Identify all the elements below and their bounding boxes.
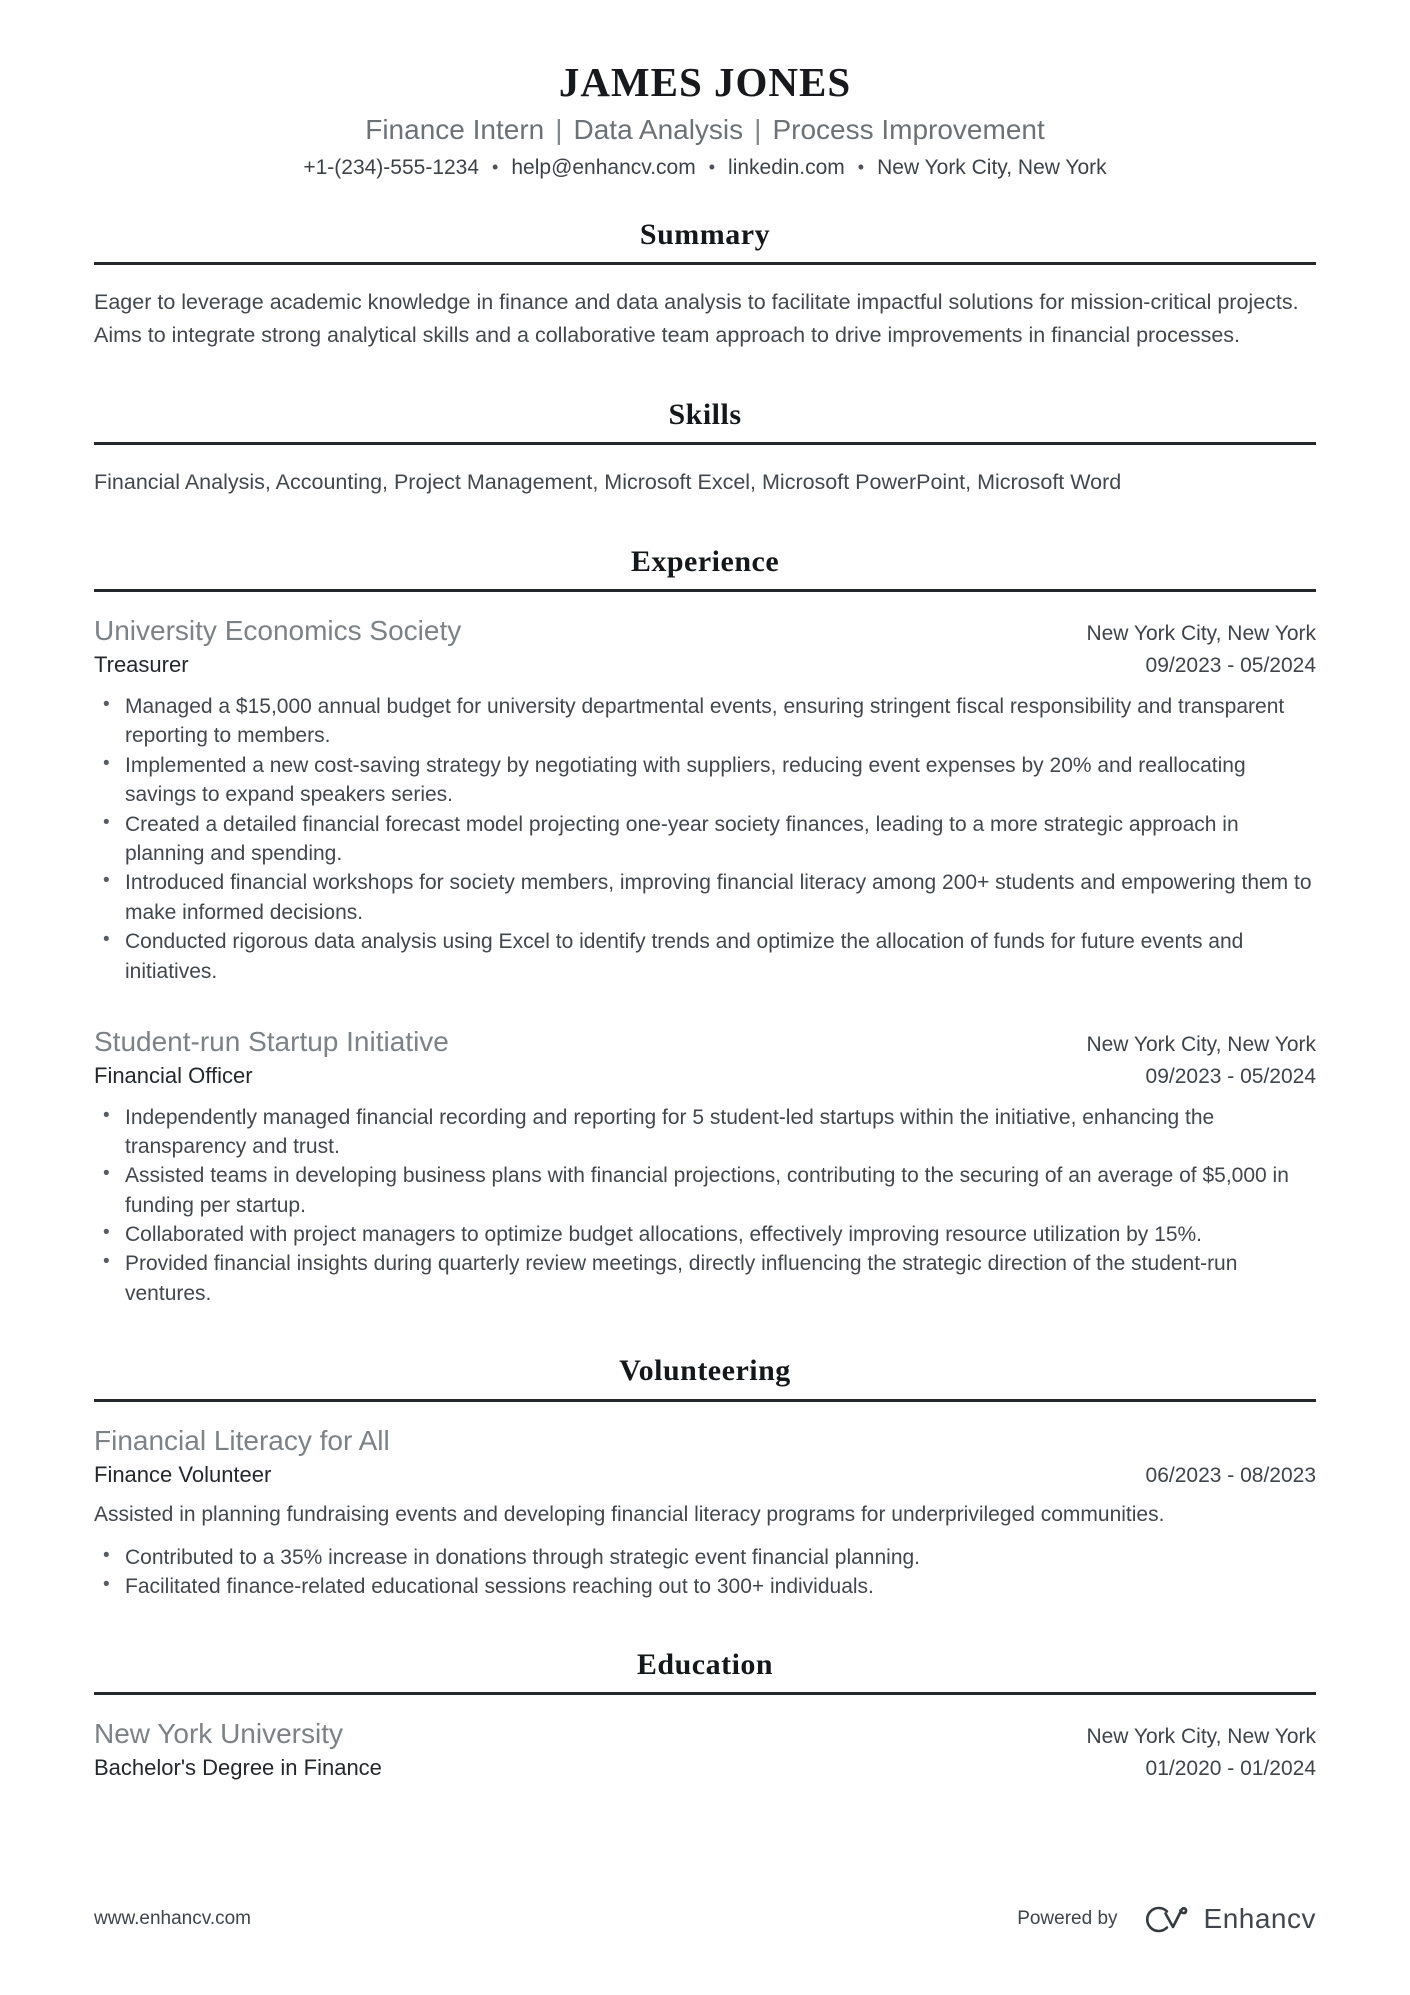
powered-by-label: Powered by	[1017, 1908, 1118, 1929]
bullet-list	[94, 1103, 1316, 1309]
contact-line	[94, 156, 1316, 180]
bullet-item: • Created a detailed financial forecast model projecting one-year society finances, leading to a more strategic approach in planning and spending.	[94, 810, 1316, 869]
headline	[94, 112, 1316, 147]
experience-section-title: Experience	[630, 544, 780, 578]
entry-dates: 06/2023 - 08/2023	[1145, 1463, 1316, 1487]
skills-section-title: Skills	[668, 397, 742, 431]
organization-name: Financial Literacy for All	[94, 1424, 390, 1456]
section-education	[94, 1648, 1316, 1783]
section-experience	[94, 545, 1316, 1308]
contact-phone: +1-(234)-555-1234	[303, 155, 480, 179]
bullet-list	[94, 692, 1316, 986]
experience-entry	[94, 1024, 1316, 1308]
contact-link: linkedin.com	[728, 155, 845, 179]
role-title: Finance Volunteer	[94, 1461, 272, 1487]
resume-header	[94, 60, 1316, 180]
bullet-list	[94, 1543, 1316, 1602]
bullet-item: • Collaborated with project managers to optimize budget allocations, effectively improving resource utilization by 15%.	[94, 1220, 1316, 1249]
institution-name: New York University	[94, 1718, 343, 1750]
degree-title: Bachelor's Degree in Finance	[94, 1755, 382, 1781]
contact-separator-dot: •	[708, 156, 716, 177]
bullet-item: • Facilitated finance-related educational sessions reaching out to 300+ individuals.	[94, 1572, 1316, 1601]
entry-location: New York City, New York	[1086, 1032, 1316, 1056]
headline-separator-bar: |	[754, 113, 762, 145]
entry-header-row	[94, 1716, 1316, 1751]
section-divider	[94, 262, 1316, 265]
page-footer	[94, 1903, 1316, 1935]
section-divider	[94, 442, 1316, 445]
contact-location: New York City, New York	[877, 155, 1107, 179]
footer-branding	[1017, 1903, 1316, 1935]
entry-location: New York City, New York	[1086, 1725, 1316, 1749]
enhancv-logo-icon	[1138, 1903, 1192, 1935]
section-summary	[94, 218, 1316, 352]
section-divider	[94, 589, 1316, 592]
footer-website: www.enhancv.com	[94, 1908, 251, 1929]
section-divider	[94, 1692, 1316, 1695]
entry-subheader-row	[94, 1059, 1316, 1091]
bullet-item: • Assisted teams in developing business plans with financial projections, contributing to the securing of an average of $5,000 in funding per startup.	[94, 1161, 1316, 1220]
headline-separator-bar: |	[555, 113, 563, 145]
organization-name: Student-run Startup Initiative	[94, 1025, 449, 1057]
entry-dates: 09/2023 - 05/2024	[1145, 654, 1316, 678]
headline-part-role: Finance Intern	[365, 113, 545, 145]
organization-name: University Economics Society	[94, 615, 462, 647]
section-divider	[94, 1399, 1316, 1402]
experience-entry	[94, 613, 1316, 986]
entry-subheader-row	[94, 648, 1316, 680]
headline-part-focus: Data Analysis	[573, 113, 744, 145]
education-entry	[94, 1716, 1316, 1783]
candidate-name: JAMES JONES	[558, 59, 852, 105]
entry-subheader-row	[94, 1458, 1316, 1490]
role-title: Treasurer	[94, 652, 189, 678]
bullet-item: • Independently managed financial recording and reporting for 5 student-led startups within the initiative, enhancing the transparency and trust.	[94, 1103, 1316, 1162]
bullet-item: • Contributed to a 35% increase in donations through strategic event financial planning.	[94, 1543, 1316, 1572]
summary-section-title: Summary	[639, 217, 771, 251]
bullet-item: • Introduced financial workshops for society members, improving financial literacy among 200+ students and empowering them to make informed decisions.	[94, 868, 1316, 927]
education-section-title: Education	[636, 1647, 774, 1681]
skills-list-text: Financial Analysis, Accounting, Project Management, Microsoft Excel, Microsoft PowerPoint, Microsoft Word	[94, 470, 1122, 495]
role-title: Financial Officer	[94, 1062, 253, 1088]
summary-text: Eager to leverage academic knowledge in finance and data analysis to facilitate impactful solutions for mission-critical projects. Aims to integrate strong analytical skills and a collaborative team approach to drive improvements in financial processes.	[94, 290, 1299, 348]
volunteering-section-title: Volunteering	[619, 1354, 791, 1388]
entry-dates: 01/2020 - 01/2024	[1145, 1757, 1316, 1781]
contact-separator-dot: •	[857, 156, 865, 177]
headline-part-specialty: Process Improvement	[772, 113, 1045, 145]
bullet-item: • Provided financial insights during quarterly review meetings, directly influencing the strategic direction of the student-run ventures.	[94, 1249, 1316, 1308]
section-volunteering	[94, 1354, 1316, 1601]
contact-email: help@enhancv.com	[511, 155, 696, 179]
bullet-item: • Implemented a new cost-saving strategy by negotiating with suppliers, reducing event expenses by 20% and reallocating savings to expand speakers series.	[94, 751, 1316, 810]
entry-dates: 09/2023 - 05/2024	[1145, 1064, 1316, 1088]
entry-description: Assisted in planning fundraising events and developing financial literacy programs for underprivileged communities.	[94, 1503, 1165, 1527]
bullet-item: • Managed a $15,000 annual budget for university departmental events, ensuring stringent fiscal responsibility and transparent reporting to members.	[94, 692, 1316, 751]
brand-wordmark: Enhancv	[1203, 1903, 1316, 1934]
entry-header-row	[94, 1024, 1316, 1059]
entry-subheader-row	[94, 1751, 1316, 1783]
volunteering-entry	[94, 1423, 1316, 1602]
entry-header-row	[94, 1423, 1316, 1458]
entry-location: New York City, New York	[1086, 622, 1316, 646]
entry-header-row	[94, 613, 1316, 648]
bullet-item: • Conducted rigorous data analysis using Excel to identify trends and optimize the allocation of funds for future events and initiatives.	[94, 927, 1316, 986]
contact-separator-dot: •	[492, 156, 499, 177]
section-skills	[94, 398, 1316, 499]
